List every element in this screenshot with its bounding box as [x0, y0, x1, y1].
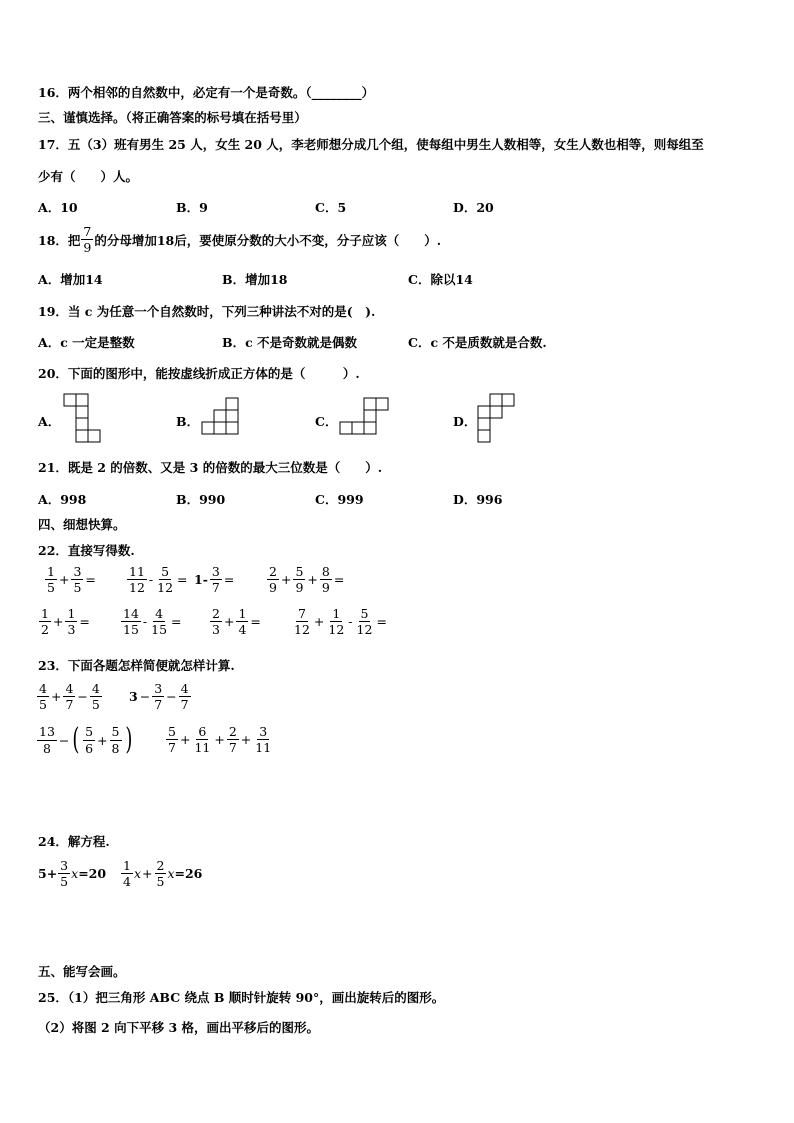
q18-suffix: 的分母增加18后，要使原分数的大小不变，分子应该（ ）. — [94, 232, 442, 248]
q20-figure-d[interactable] — [476, 392, 518, 446]
q20-figure-b[interactable] — [200, 396, 242, 440]
q18-fraction: $\frac{7}{9}$ — [83, 224, 92, 256]
q22-r1-e4[interactable]: $\frac{2}{9}$ + $\frac{5}{9}$ + $\frac{8}{9}$ = — [269, 564, 345, 596]
q22-r1-e1[interactable]: $\frac{1}{5}$ + $\frac{3}{5}$ = — [47, 564, 96, 596]
q23-expr-4[interactable]: $\frac{5}{7}$ + $\frac{6}{11}$ + $\frac{2}{7}$ + $\frac{3}{11}$ — [168, 724, 272, 756]
q21-option-b[interactable]: B．990 — [176, 492, 226, 507]
q23-expr-1[interactable]: $\frac{4}{5}$ + $\frac{4}{7}$ − $\frac{4}{5}$ — [39, 681, 100, 713]
q19-option-a[interactable]: A．c 一定是整数 — [38, 335, 135, 350]
q18-option-c[interactable]: C．除以14 — [408, 272, 473, 287]
question-18 — [38, 225, 441, 254]
q20-text: 20．下面的图形中，能按虚线折成正方体的是（ ）. — [38, 366, 360, 381]
section-4-heading: 四、细想快算。 — [38, 517, 126, 532]
q17-line1: 17．五（3）班有男生 25 人，女生 20 人，李老师想分成几个组，使每组中男生人数相等，女生人数也相等，则每组至 — [38, 137, 704, 152]
q23-expr-3[interactable]: $\frac{13}{8}$ − ( $\frac{5}{6}$ + $\frac{5}{8}$ ) — [39, 722, 132, 757]
q25-line1: 25．（1）把三角形 ABC 绕点 B 顺时针旋转 90°，画出旋转后的图形。 — [38, 990, 445, 1005]
q21-option-a[interactable]: A．998 — [38, 492, 87, 507]
section-3-heading: 三、谨慎选择。（将正确答案的标号填在括号里） — [38, 110, 307, 125]
q20-label-c[interactable]: C． — [315, 414, 338, 429]
q18-prefix: 18．把 — [38, 232, 81, 248]
q16-blank[interactable]: ________ — [311, 85, 362, 100]
q22-r2-e1[interactable]: $\frac{1}{2}$ + $\frac{1}{3}$ = — [41, 606, 90, 638]
q25-line2: （2）将图 2 向下平移 3 格，画出平移后的图形。 — [38, 1020, 320, 1035]
section-5-heading: 五、能写会画。 — [38, 964, 126, 979]
q23-expr-2[interactable]: 3 − $\frac{3}{7}$ − $\frac{4}{7}$ — [129, 681, 189, 713]
q19-option-c[interactable]: C．c 不是质数就是合数. — [408, 335, 547, 350]
q17-option-a[interactable]: A．10 — [38, 200, 78, 215]
q20-label-b[interactable]: B． — [176, 414, 200, 429]
q24-equation-1[interactable]: 5+ $\frac{3}{5}$ x =20 — [38, 858, 107, 890]
q20-figure-c[interactable] — [338, 396, 390, 440]
question-16 — [38, 83, 374, 101]
q24-equation-2[interactable]: $\frac{1}{4}$ x + $\frac{2}{5}$ x =26 — [123, 858, 203, 890]
q16-close: ） — [361, 85, 375, 100]
q19-text: 19．当 c 为任意一个自然数时，下列三种讲法不对的是( ). — [38, 304, 376, 319]
q22-r1-e2[interactable]: $\frac{11}{12}$ - $\frac{5}{12}$ = — [129, 564, 188, 596]
q23-title: 23．下面各题怎样简便就怎样计算. — [38, 658, 235, 673]
q18-option-b[interactable]: B．增加18 — [222, 272, 288, 287]
q17-line2: 少有（ ）人。 — [38, 169, 139, 184]
q21-option-d[interactable]: D．996 — [453, 492, 503, 507]
q24-title: 24．解方程. — [38, 834, 110, 849]
q22-r2-e4[interactable]: $\frac{7}{12}$ + $\frac{1}{12}$ - $\frac{5}{12}$ = — [294, 606, 387, 638]
q22-r1-e3[interactable]: 1- $\frac{3}{7}$ = — [194, 564, 235, 596]
q18-option-a[interactable]: A．增加14 — [38, 272, 103, 287]
q22-r2-e3[interactable]: $\frac{2}{3}$ + $\frac{1}{4}$ = — [212, 606, 261, 638]
q20-figure-a[interactable] — [62, 392, 102, 446]
q16-text: 16．两个相邻的自然数中，必定有一个是奇数。（ — [38, 85, 312, 100]
q20-label-d[interactable]: D． — [453, 414, 477, 429]
q21-text: 21．既是 2 的倍数、又是 3 的倍数的最大三位数是（ ）. — [38, 460, 383, 475]
q17-option-c[interactable]: C．5 — [315, 200, 347, 215]
q21-option-c[interactable]: C．999 — [315, 492, 364, 507]
q17-option-b[interactable]: B．9 — [176, 200, 208, 215]
q17-option-d[interactable]: D．20 — [453, 200, 494, 215]
q20-label-a[interactable]: A． — [38, 414, 61, 429]
q22-r2-e2[interactable]: $\frac{14}{15}$ - $\frac{4}{15}$ = — [123, 606, 182, 638]
q19-option-b[interactable]: B．c 不是奇数就是偶数 — [222, 335, 358, 350]
q22-title: 22．直接写得数. — [38, 543, 135, 558]
